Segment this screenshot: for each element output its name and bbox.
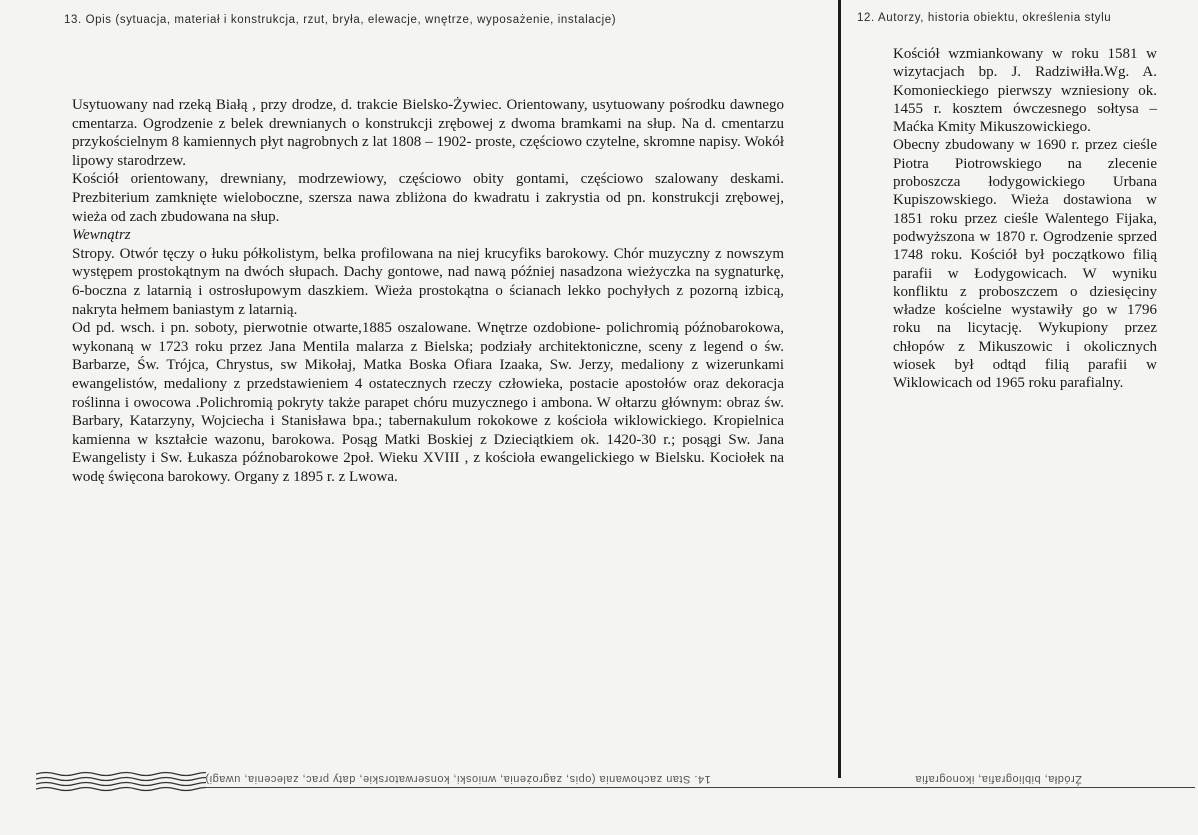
- interior-paragraph: Stropy. Otwór tęczy o łuku półkolistym, belka profilowana na niej krucyfiks barokowy. Chór muzyczny z nowszym występem prostokątnym na dwóch słupach. Dachy gontowe, nad nawą później nasadzona wieżyczka na sygnaturkę, 6-boczna z latarnią i ostrosłupowym daszkiem. Wieża prostokątna o ścianach lekko pochyłych z pozorną izbicą, nakryta hełmem baniastym z latarnią.: [72, 245, 784, 318]
- description-section-header: 13. Opis (sytuacja, materiał i konstrukcja, rzut, bryła, elewacje, wnętrze, wyposażenie, instalacje): [64, 14, 617, 26]
- history-section-header: 12. Autorzy, historia obiektu, określenia stylu: [857, 12, 1112, 24]
- mirrored-bleed-through-text-right: Źródła, bibliografia, ikonografia: [915, 773, 1082, 785]
- wavy-lines-ornament: [36, 770, 206, 792]
- description-body: [72, 96, 784, 486]
- description-paragraph: Kościół orientowany, drewniany, modrzewiowy, częściowo obity gontami, częściowo szalowany deskami. Prezbiterium zamknięte wieloboczne, szersza nawa zbliżona do kwadratu i zakrystia od pn. konstrukcji zrębowej, wieża od zach zbudowana na słup.: [72, 171, 784, 225]
- history-paragraph: Obecny zbudowany w 1690 r. przez cieśle Piotra Piotrowskiego na zlecenie proboszcza łodygowickiego Urbana Kupiszowskiego. Wieża dostawiona w 1851 roku przez cieśle Walentego Fijaka, podwyższona w 1870 r. Ogrodzenie sprzed 1748 roku. Kościół był początkowo filią parafii w Łodygowicach. W wyniku konfliktu z proboszczem o dziesięciny władze kościelne wystawiły go w 1796 roku na licytację. Wykupiony przez chłopów z Mikuszowic i okolicznych wiosek był odtąd filią parafii w Wiklowicach od 1965 roku parafialny.: [893, 137, 1157, 392]
- interior-subheading: Wewnątrz: [72, 227, 131, 244]
- mirrored-bleed-through-text-left: 14. Stan zachowania (opis, zagrożenia, wnioski, konserwatorskie, daty prac, zalecenia, uwagi): [205, 773, 711, 785]
- history-paragraph: Kościół wzmiankowany w roku 1581 w wizytacjach bp. J. Radziwiłła.Wg. A. Komonieckiego pierwszy wzniesiony ok. 1455 r. kosztem ówczesnego sołtysa –Maćka Kmity Mikuszowickiego.: [893, 46, 1157, 136]
- description-paragraph: Usytuowany nad rzeką Białą , przy drodze, d. trakcie Bielsko-Żywiec. Orientowany, usytuowany pośrodku dawnego cmentarza. Ogrodzenie z belek drewnianych o konstrukcji zrębowej z dwoma bramkami na słup. Na d. cmentarzu przykościelnym 8 kamiennych płyt nagrobnych z lat 1808 – 1902- proste, częściowo czytelne, skromne napisy. Wokół lipowy starodrzew.: [72, 97, 784, 169]
- history-body: [893, 45, 1157, 393]
- footer-band: [0, 770, 1198, 792]
- interior-paragraph: Od pd. wsch. i pn. soboty, pierwotnie otwarte,1885 oszalowane. Wnętrze ozdobione- polichromią późnobarokowa, wykonaną w 1723 roku przez Jana Mentila malarza z Bielska; podziały architektoniczne, sceny z legend o św. Barbarze, Św. Trójca, Chrystus, sw Mikołaj, Matka Boska Ofiara Izaaka, Sw. Jerzy, medaliony z wizerunkami ewangelistów, medaliony z przedstawieniem 4 ostatecznych rzeczy człowieka, postacie apostołów oraz dekoracja roślinna i owocowa .Polichromią pokryty także parapet chóru muzycznego i ambona. W ołtarzu głównym: obraz św. Barbary, Katarzyny, Wojciecha i Stanisława bpa.; tabernakulum rokokowe z kościoła wiklowickiego. Kropielnica kamienna w kształcie wazonu, barokowa. Posąg Matki Boskiej z Dzieciątkiem ok. 1420-30 r.; posągi Sw. Jana Ewangelisty i Sw. Łukasza późnobarokowe 2poł. Wieku XVIII , z kościoła ewangelickiego w Bielsku. Kociołek na wodę święcona barokowy. Organy z 1895 r. z Lwowa.: [72, 320, 784, 485]
- footer-rule: [205, 787, 1195, 788]
- column-divider: [838, 0, 841, 778]
